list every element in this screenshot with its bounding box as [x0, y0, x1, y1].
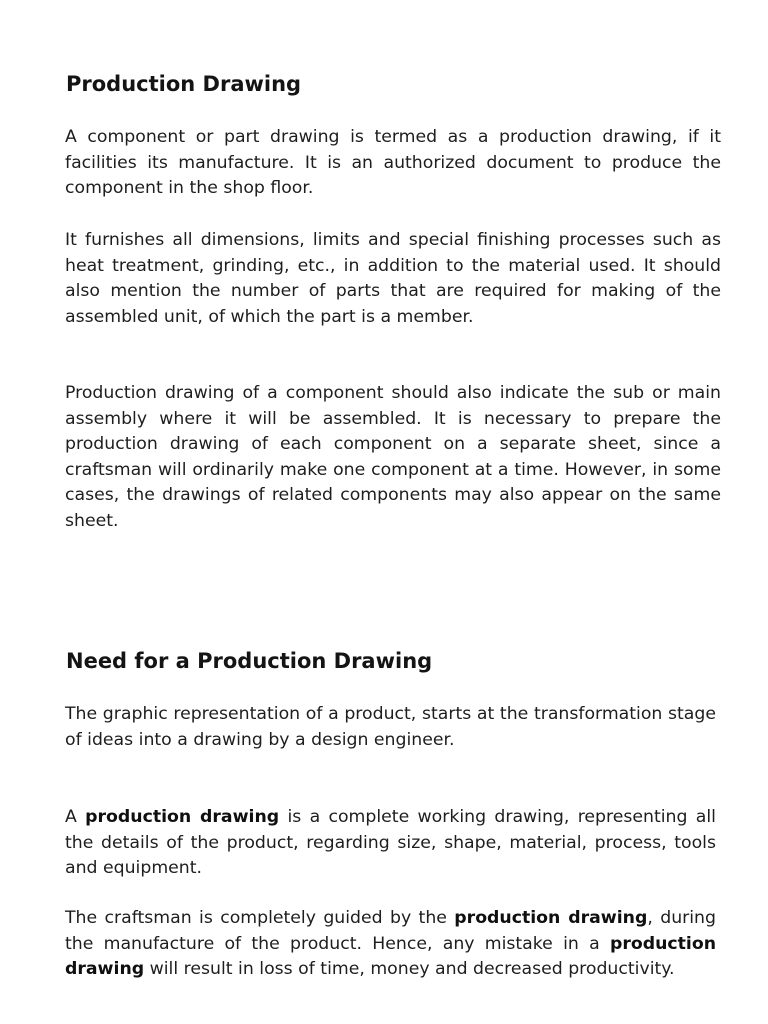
text-run: The craftsman is completely guided by the [65, 908, 455, 928]
bold-term: production drawing [65, 933, 716, 979]
bold-term: production drawing [85, 807, 280, 827]
paragraph-definition: A component or part drawing is termed as a production drawing, if it facilities its manufacture. It is an authorized document to produce the component in the shop floor. [65, 127, 721, 198]
paragraph-craftsman [65, 906, 716, 983]
heading-need-for-production-drawing: Need for a Production Drawing [66, 649, 433, 673]
text-run: will result in loss of time, money and decreased productivity. [144, 959, 675, 979]
text-run: is a complete working drawing, representing all the details of the product, regarding size, shape, material, process, tools and equipment. [65, 807, 716, 878]
paragraph-graphic-representation: The graphic representation of a product, starts at the transformation stage of ideas into a drawing by a design engineer. [65, 704, 716, 750]
paragraph-dimensions: It furnishes all dimensions, limits and special finishing processes such as heat treatment, grinding, etc., in addition to the material used. It should also mention the number of parts that are required for making of the assembled unit, of which the part is a member. [65, 230, 721, 327]
text-run: A [65, 807, 86, 827]
text-run: , during the manufacture of the product. Hence, any mistake in a [65, 908, 716, 954]
paragraph-working-drawing [65, 805, 716, 882]
bold-term: production drawing [454, 908, 648, 928]
paragraph-assembly: Production drawing of a component should also indicate the sub or main assembly where it will be assembled. It is necessary to prepare the production drawing of each component on a separate sheet, since a craftsman will ordinarily make one component at a time. However, in some cases, the drawings of related components may also appear on the same sheet. [65, 383, 721, 531]
heading-production-drawing: Production Drawing [66, 72, 302, 96]
